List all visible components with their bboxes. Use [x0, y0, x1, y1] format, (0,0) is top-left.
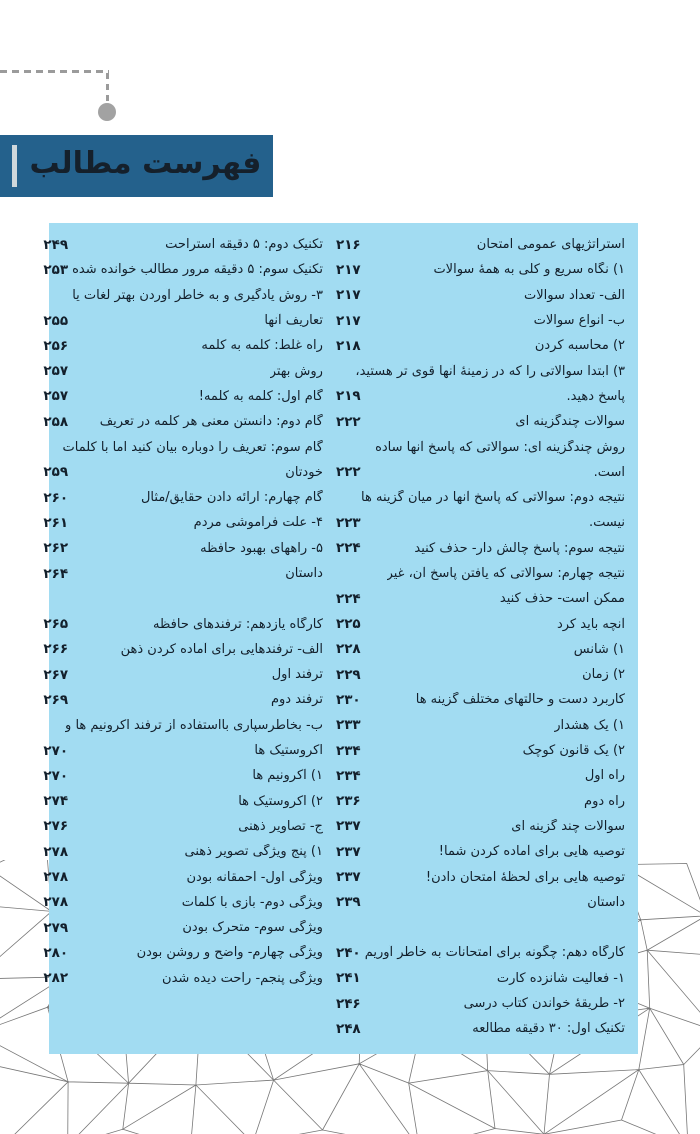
toc-entry-page: ۲۲۳	[335, 514, 361, 531]
toc-entry	[43, 409, 323, 434]
toc-entry	[43, 738, 323, 763]
toc-entry	[43, 460, 323, 485]
toc-entry	[43, 713, 323, 738]
toc-entry-page: ۲۱۷	[335, 312, 361, 329]
toc-entry-text: ۲) یک قانون کوچک	[522, 743, 625, 759]
toc-entry-text: داستان	[587, 894, 625, 910]
toc-entry	[336, 1016, 625, 1041]
toc-entry-text: توصیه هایی برای لحظهٔ امتحان دادن!	[425, 869, 625, 885]
toc-entry-page: ۲۲۲	[335, 413, 361, 430]
toc-entry	[43, 687, 323, 712]
toc-entry-text: ج- تصاویر ذهنی	[238, 818, 323, 834]
toc-entry-page: ۲۴۶	[335, 995, 361, 1012]
toc-entry-text: ۱) شانس	[573, 641, 625, 657]
toc-entry	[336, 485, 625, 510]
toc-entry-text: روش چندگزینه ای: سوالاتی که پاسخ آنها ساده	[375, 439, 625, 455]
toc-entry	[43, 384, 323, 409]
toc-entry-page: ۲۷۸	[43, 869, 69, 886]
toc-entry-text: پاسخ دهید.	[566, 388, 625, 404]
toc-entry-text: ۱- فعالیت شانزده کارت	[496, 970, 625, 986]
toc-entry-page: ۲۶۶	[43, 641, 69, 658]
toc-entry-text: توصیه هایی برای آماده کردن شما!	[438, 844, 625, 860]
toc-entry-text: ۲) محاسبه کردن	[534, 338, 625, 354]
toc-entry-text: ۱) نگاه سریع و کلی به همهٔ سوالات	[433, 262, 625, 278]
toc-entry-page: ۲۲۵	[335, 616, 361, 633]
toc-entry-text: نتیجه سوم: پاسخ چالش دار- حذف کنید	[414, 540, 625, 556]
toc-entry-text: تعاریف آنها	[264, 313, 323, 329]
toc-entry-page: ۲۱۸	[335, 337, 361, 354]
toc-entry-page: ۲۱۹	[335, 388, 361, 405]
toc-entry	[43, 434, 323, 459]
toc-entry-text: کاربرد دست و حالتهای مختلف گزینه ها	[415, 692, 625, 708]
toc-entry	[43, 510, 323, 535]
toc-entry	[336, 561, 625, 586]
toc-entry	[336, 713, 625, 738]
toc-entry-text: ویژگی اول- احمقانه بودن	[186, 869, 323, 885]
toc-entry-page: ۲۷۴	[43, 793, 69, 810]
toc-entry-page: ۲۷۰	[43, 742, 69, 759]
toc-entry-text: ب- انواع سوالات	[533, 313, 625, 329]
toc-entry	[43, 561, 323, 586]
toc-entry-text: گام چهارم: ارائه دادن حقایق/مثال	[140, 490, 323, 506]
toc-entry-page: ۲۷۹	[43, 919, 69, 936]
toc-entry-text: راه اول	[584, 768, 625, 784]
toc-entry-page: ۲۵۷	[43, 363, 69, 380]
toc-panel	[43, 223, 638, 1054]
toc-entry-text: سوالات چند گزینه ای	[511, 818, 625, 834]
toc-entry-text: کارگاه دهم: چگونه برای امتحانات به خاطر آوریم	[364, 945, 625, 961]
toc-entry-text: راه غلط: کلمه به کلمه	[201, 338, 323, 354]
toc-entry-page: ۲۲۹	[335, 666, 361, 683]
toc-entry	[336, 510, 625, 535]
toc-entry-page: ۲۳۴	[335, 742, 361, 759]
toc-entry	[43, 966, 323, 991]
toc-entry-page: ۲۶۰	[43, 489, 69, 506]
toc-entry-text: تکنیک اول: ۳۰ دقیقه مطالعه	[472, 1021, 625, 1037]
toc-entry-page: ۲۳۷	[335, 869, 361, 886]
toc-entry-text: ۵- راههای بهبود حافظه	[200, 540, 323, 556]
toc-entry-text: ۳- روش یادگیری و به خاطر آوردن بهتر لغات یا	[72, 287, 323, 303]
toc-entry-text: سوالات چندگزینه ای	[515, 414, 625, 430]
toc-entry-text: نتیجه چهارم: سوالاتی که یافتن پاسخ آن، غیر	[386, 566, 625, 581]
toc-entry-page: ۲۲۲	[335, 464, 361, 481]
toc-entry-text: تکنیک دوم: ۵ دقیقه استراحت	[165, 237, 323, 253]
toc-entry	[43, 283, 323, 308]
page-title: فهرست مطالب	[29, 146, 262, 181]
toc-entry-page: ۲۶۲	[43, 540, 69, 557]
toc-entry	[336, 814, 625, 839]
toc-entry	[336, 308, 625, 333]
toc-entry-text: الف- ترفندهایی برای آماده کردن ذهن	[120, 641, 323, 657]
toc-entry-text: نیست.	[588, 515, 625, 531]
toc-entry-page: ۲۷۸	[43, 894, 69, 911]
toc-entry	[336, 864, 625, 889]
toc-entry-text: گام سوم: تعریف را دوباره بیان کنید اما با کلمات	[62, 439, 323, 455]
toc-entry-text: ۱) پنج ویژگی تصویر ذهنی	[184, 844, 323, 860]
toc-entry-page: ۲۶۷	[43, 666, 69, 683]
toc-entry-text: تکنیک سوم: ۵ دقیقه مرور مطالب خوانده شده	[72, 262, 323, 278]
toc-column-right	[336, 232, 625, 1054]
toc-entry-text: راه دوم	[584, 793, 625, 809]
toc-entry	[336, 763, 625, 788]
toc-entry-page: ۲۵۵	[43, 312, 69, 329]
toc-entry	[43, 662, 323, 687]
toc-entry-text: آنچه باید کرد	[556, 616, 625, 632]
toc-entry-text: روش بهتر	[269, 363, 323, 379]
toc-entry-text: اکروستیک ها	[254, 743, 323, 759]
toc-entry-page: ۲۸۰	[43, 944, 69, 961]
toc-entry	[336, 890, 625, 915]
toc-spacer-row	[336, 915, 625, 940]
toc-entry	[43, 890, 323, 915]
toc-entry	[336, 358, 625, 383]
toc-entry	[43, 257, 323, 282]
toc-entry-page: ۲۳۳	[335, 717, 361, 734]
toc-entry	[336, 283, 625, 308]
toc-entry-text: ۱) یک هشدار	[554, 717, 625, 733]
toc-entry	[43, 333, 323, 358]
toc-entry	[336, 662, 625, 687]
toc-entry	[336, 586, 625, 611]
toc-entry-page: ۲۲۸	[335, 641, 361, 658]
toc-entry	[336, 637, 625, 662]
toc-entry	[43, 839, 323, 864]
toc-entry	[336, 966, 625, 991]
toc-entry	[336, 460, 625, 485]
toc-entry-page: ۲۳۴	[335, 767, 361, 784]
toc-entry-text: ممکن است- حذف کنید	[499, 591, 625, 607]
toc-entry	[43, 763, 323, 788]
toc-entry	[43, 536, 323, 561]
toc-entry-page: ۲۶۹	[43, 691, 69, 708]
toc-entry-page: ۲۵۹	[43, 464, 69, 481]
toc-entry	[336, 409, 625, 434]
toc-entry-text: ترفند دوم	[270, 692, 323, 708]
toc-entry-page: ۲۳۷	[335, 843, 361, 860]
toc-entry-text: داستان	[285, 566, 323, 581]
title-accent-bar	[12, 145, 17, 187]
toc-entry-text: ویژگی پنجم- راحت دیده شدن	[162, 970, 323, 986]
toc-entry-page: ۲۳۶	[335, 793, 361, 810]
toc-spacer-row	[43, 586, 323, 611]
toc-entry-text: گام دوم: دانستن معنی هر کلمه در تعریف	[99, 414, 323, 430]
toc-entry-text: ۲- طریقهٔ خواندن کتاب درسی	[463, 996, 625, 1012]
toc-entry	[336, 738, 625, 763]
toc-entry-page: ۲۶۱	[43, 514, 69, 531]
toc-entry-text: ۲) زمان	[582, 667, 625, 683]
toc-entry-page: ۲۷۶	[43, 818, 69, 835]
toc-entry-page: ۲۳۹	[335, 894, 361, 911]
toc-entry-text: ۲) اکروستیک ها	[238, 793, 323, 809]
toc-entry	[336, 611, 625, 636]
toc-entry-page: ۲۴۸	[335, 1020, 361, 1037]
toc-entry-text: ب- بخاطرسپاری بااستفاده از ترفند اکرونیم ها و	[65, 717, 323, 733]
toc-entry-page: ۲۴۰	[335, 944, 361, 961]
toc-entry-page: ۲۵۳	[43, 261, 69, 278]
toc-entry	[336, 257, 625, 282]
toc-entry	[336, 839, 625, 864]
toc-entry	[336, 991, 625, 1016]
toc-entry-page: ۲۴۹	[43, 236, 69, 253]
toc-entry	[43, 308, 323, 333]
toc-entry-page: ۲۶۵	[43, 616, 69, 633]
toc-entry-page: ۲۵۶	[43, 337, 69, 354]
dashed-line-horizontal	[0, 70, 109, 73]
toc-entry-page: ۲۱۷	[335, 261, 361, 278]
toc-entry-page: ۲۲۴	[335, 540, 361, 557]
toc-entry	[43, 485, 323, 510]
toc-entry-page: ۲۵۷	[43, 388, 69, 405]
toc-entry-text: الف- تعداد سوالات	[524, 287, 625, 303]
dashed-line-vertical	[106, 73, 109, 103]
toc-entry-text: گام اول: کلمه به کلمه!	[198, 388, 323, 404]
toc-entry-text: ۱) آکرونیم ها	[252, 768, 323, 784]
toc-entry	[336, 940, 625, 965]
toc-entry-page: ۲۴۱	[335, 970, 361, 987]
connector-dot	[98, 103, 116, 121]
toc-entry	[336, 789, 625, 814]
toc-entry-text: ۴- علت فراموشی مردم	[193, 515, 323, 531]
toc-entry	[43, 611, 323, 636]
toc-entry	[43, 915, 323, 940]
toc-entry	[43, 864, 323, 889]
toc-entry-text: استراتژیهای عمومی امتحان	[476, 237, 625, 253]
toc-entry-text: ویژگی دوم- بازی با کلمات	[181, 894, 323, 910]
toc-entry	[43, 940, 323, 965]
page-title-band	[0, 135, 273, 197]
toc-entry	[336, 536, 625, 561]
toc-entry-page: ۲۶۴	[43, 565, 69, 582]
toc-entry-text: نتیجه دوم: سوالاتی که پاسخ آنها در میان گزینه ها	[361, 490, 625, 506]
toc-entry-text: ترفند اول	[271, 667, 323, 683]
toc-entry	[43, 814, 323, 839]
toc-entry	[336, 384, 625, 409]
toc-entry-page: ۲۱۷	[335, 287, 361, 304]
toc-entry	[43, 232, 323, 257]
toc-entry-page: ۲۳۷	[335, 818, 361, 835]
toc-entry-page: ۲۷۰	[43, 767, 69, 784]
toc-entry-page: ۲۲۴	[335, 590, 361, 607]
toc-entry	[336, 333, 625, 358]
toc-entry-text: ویژگی چهارم- واضح و روشن بودن	[136, 945, 323, 961]
toc-entry-text: ۳) ابتدا سوالاتی را که در زمینهٔ آنها قوی تر هستید،	[355, 363, 625, 379]
toc-entry-page: ۲۵۸	[43, 413, 69, 430]
toc-entry	[336, 687, 625, 712]
toc-entry	[336, 232, 625, 257]
toc-entry	[43, 637, 323, 662]
toc-entry-page: ۲۸۲	[43, 970, 69, 987]
toc-entry-text: خودتان	[285, 464, 323, 480]
toc-entry-text: ویژگی سوم- متحرک بودن	[182, 920, 323, 936]
toc-entry	[43, 789, 323, 814]
toc-entry	[336, 434, 625, 459]
toc-entry-text: کارگاه یازدهم: ترفندهای حافظه	[153, 616, 323, 632]
toc-entry-page: ۲۳۰	[335, 691, 361, 708]
toc-entry-text: است.	[593, 464, 625, 480]
toc-entry-page: ۲۱۶	[335, 236, 361, 253]
toc-entry-page: ۲۷۸	[43, 843, 69, 860]
toc-entry	[43, 358, 323, 383]
toc-column-left	[43, 232, 323, 1054]
